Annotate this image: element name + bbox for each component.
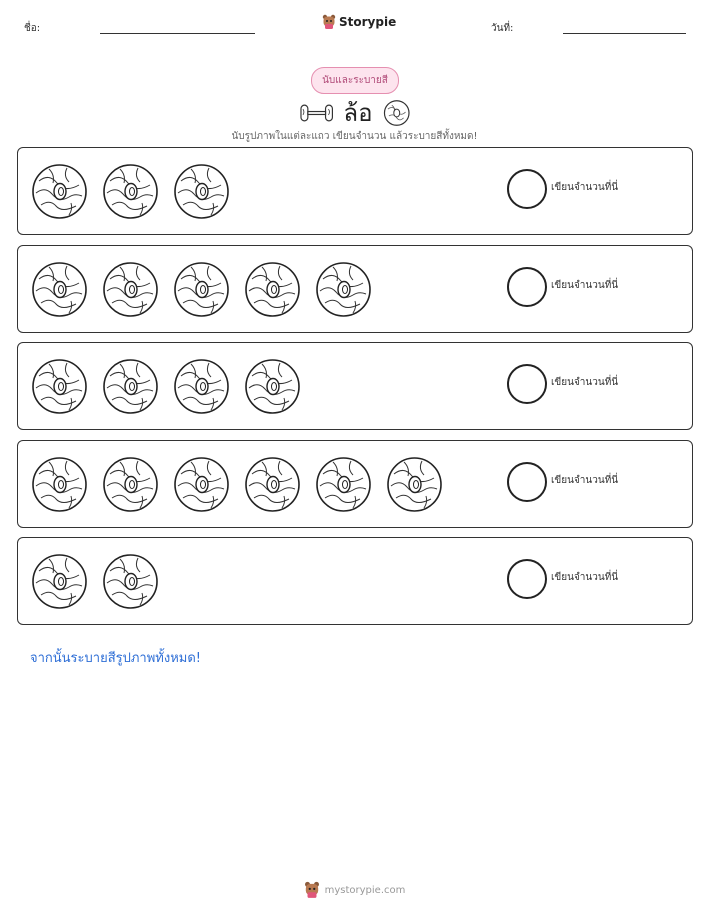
wheel-icon	[102, 358, 159, 415]
wheel-group	[31, 343, 301, 429]
answer-label: เขียนจำนวนที่นี่	[551, 182, 619, 193]
wheel-icon	[31, 553, 88, 610]
storypie-bear-icon	[322, 14, 336, 30]
footer-instruction: จากนั้นระบายสีรูปภาพทั้งหมด!	[30, 651, 202, 666]
wheel-icon	[383, 99, 410, 127]
name-label: ชื่อ:	[24, 23, 41, 34]
activity-badge: นับและระบายสี	[311, 67, 399, 94]
wheel-icon	[31, 261, 88, 318]
wheel-icon	[173, 163, 230, 220]
wheel-icon	[31, 456, 88, 513]
answer-label: เขียนจำนวนที่นี่	[551, 475, 619, 486]
answer-circle[interactable]	[507, 559, 547, 599]
axle-icon	[300, 102, 333, 124]
answer-circle[interactable]	[507, 364, 547, 404]
title-row	[300, 93, 410, 132]
storypie-bear-icon	[304, 881, 320, 899]
answer-label: เขียนจำนวนที่นี่	[551, 377, 619, 388]
count-row	[17, 342, 693, 430]
wheel-icon	[173, 261, 230, 318]
wheel-icon	[315, 456, 372, 513]
wheel-icon	[386, 456, 443, 513]
count-row	[17, 440, 693, 528]
wheel-icon	[244, 456, 301, 513]
footer	[0, 881, 709, 899]
page-title: ล้อ	[343, 99, 373, 127]
answer-label: เขียนจำนวนที่นี่	[551, 280, 619, 291]
wheel-group	[31, 246, 372, 332]
name-line[interactable]	[100, 33, 255, 34]
count-row	[17, 245, 693, 333]
wheel-icon	[31, 358, 88, 415]
wheel-icon	[173, 358, 230, 415]
instruction-text: นับรูปภาพในแต่ละแถว เขียนจำนวน แล้วระบายสีทั้งหมด!	[231, 131, 478, 142]
brand-name: Storypie	[339, 15, 397, 29]
wheel-icon	[102, 163, 159, 220]
answer-circle[interactable]	[507, 169, 547, 209]
wheel-icon	[244, 261, 301, 318]
answer-circle[interactable]	[507, 462, 547, 502]
wheel-group	[31, 148, 230, 234]
date-line[interactable]	[563, 33, 686, 34]
wheel-group	[31, 538, 159, 624]
wheel-icon	[31, 163, 88, 220]
wheel-group	[31, 441, 443, 527]
count-row	[17, 537, 693, 625]
date-label: วันที่:	[491, 23, 514, 34]
wheel-icon	[244, 358, 301, 415]
answer-label: เขียนจำนวนที่นี่	[551, 572, 619, 583]
wheel-icon	[315, 261, 372, 318]
answer-circle[interactable]	[507, 267, 547, 307]
count-row	[17, 147, 693, 235]
wheel-icon	[102, 456, 159, 513]
wheel-icon	[173, 456, 230, 513]
brand-logo	[322, 14, 396, 30]
wheel-icon	[102, 553, 159, 610]
wheel-icon	[102, 261, 159, 318]
footer-site: mystorypie.com	[324, 884, 406, 896]
